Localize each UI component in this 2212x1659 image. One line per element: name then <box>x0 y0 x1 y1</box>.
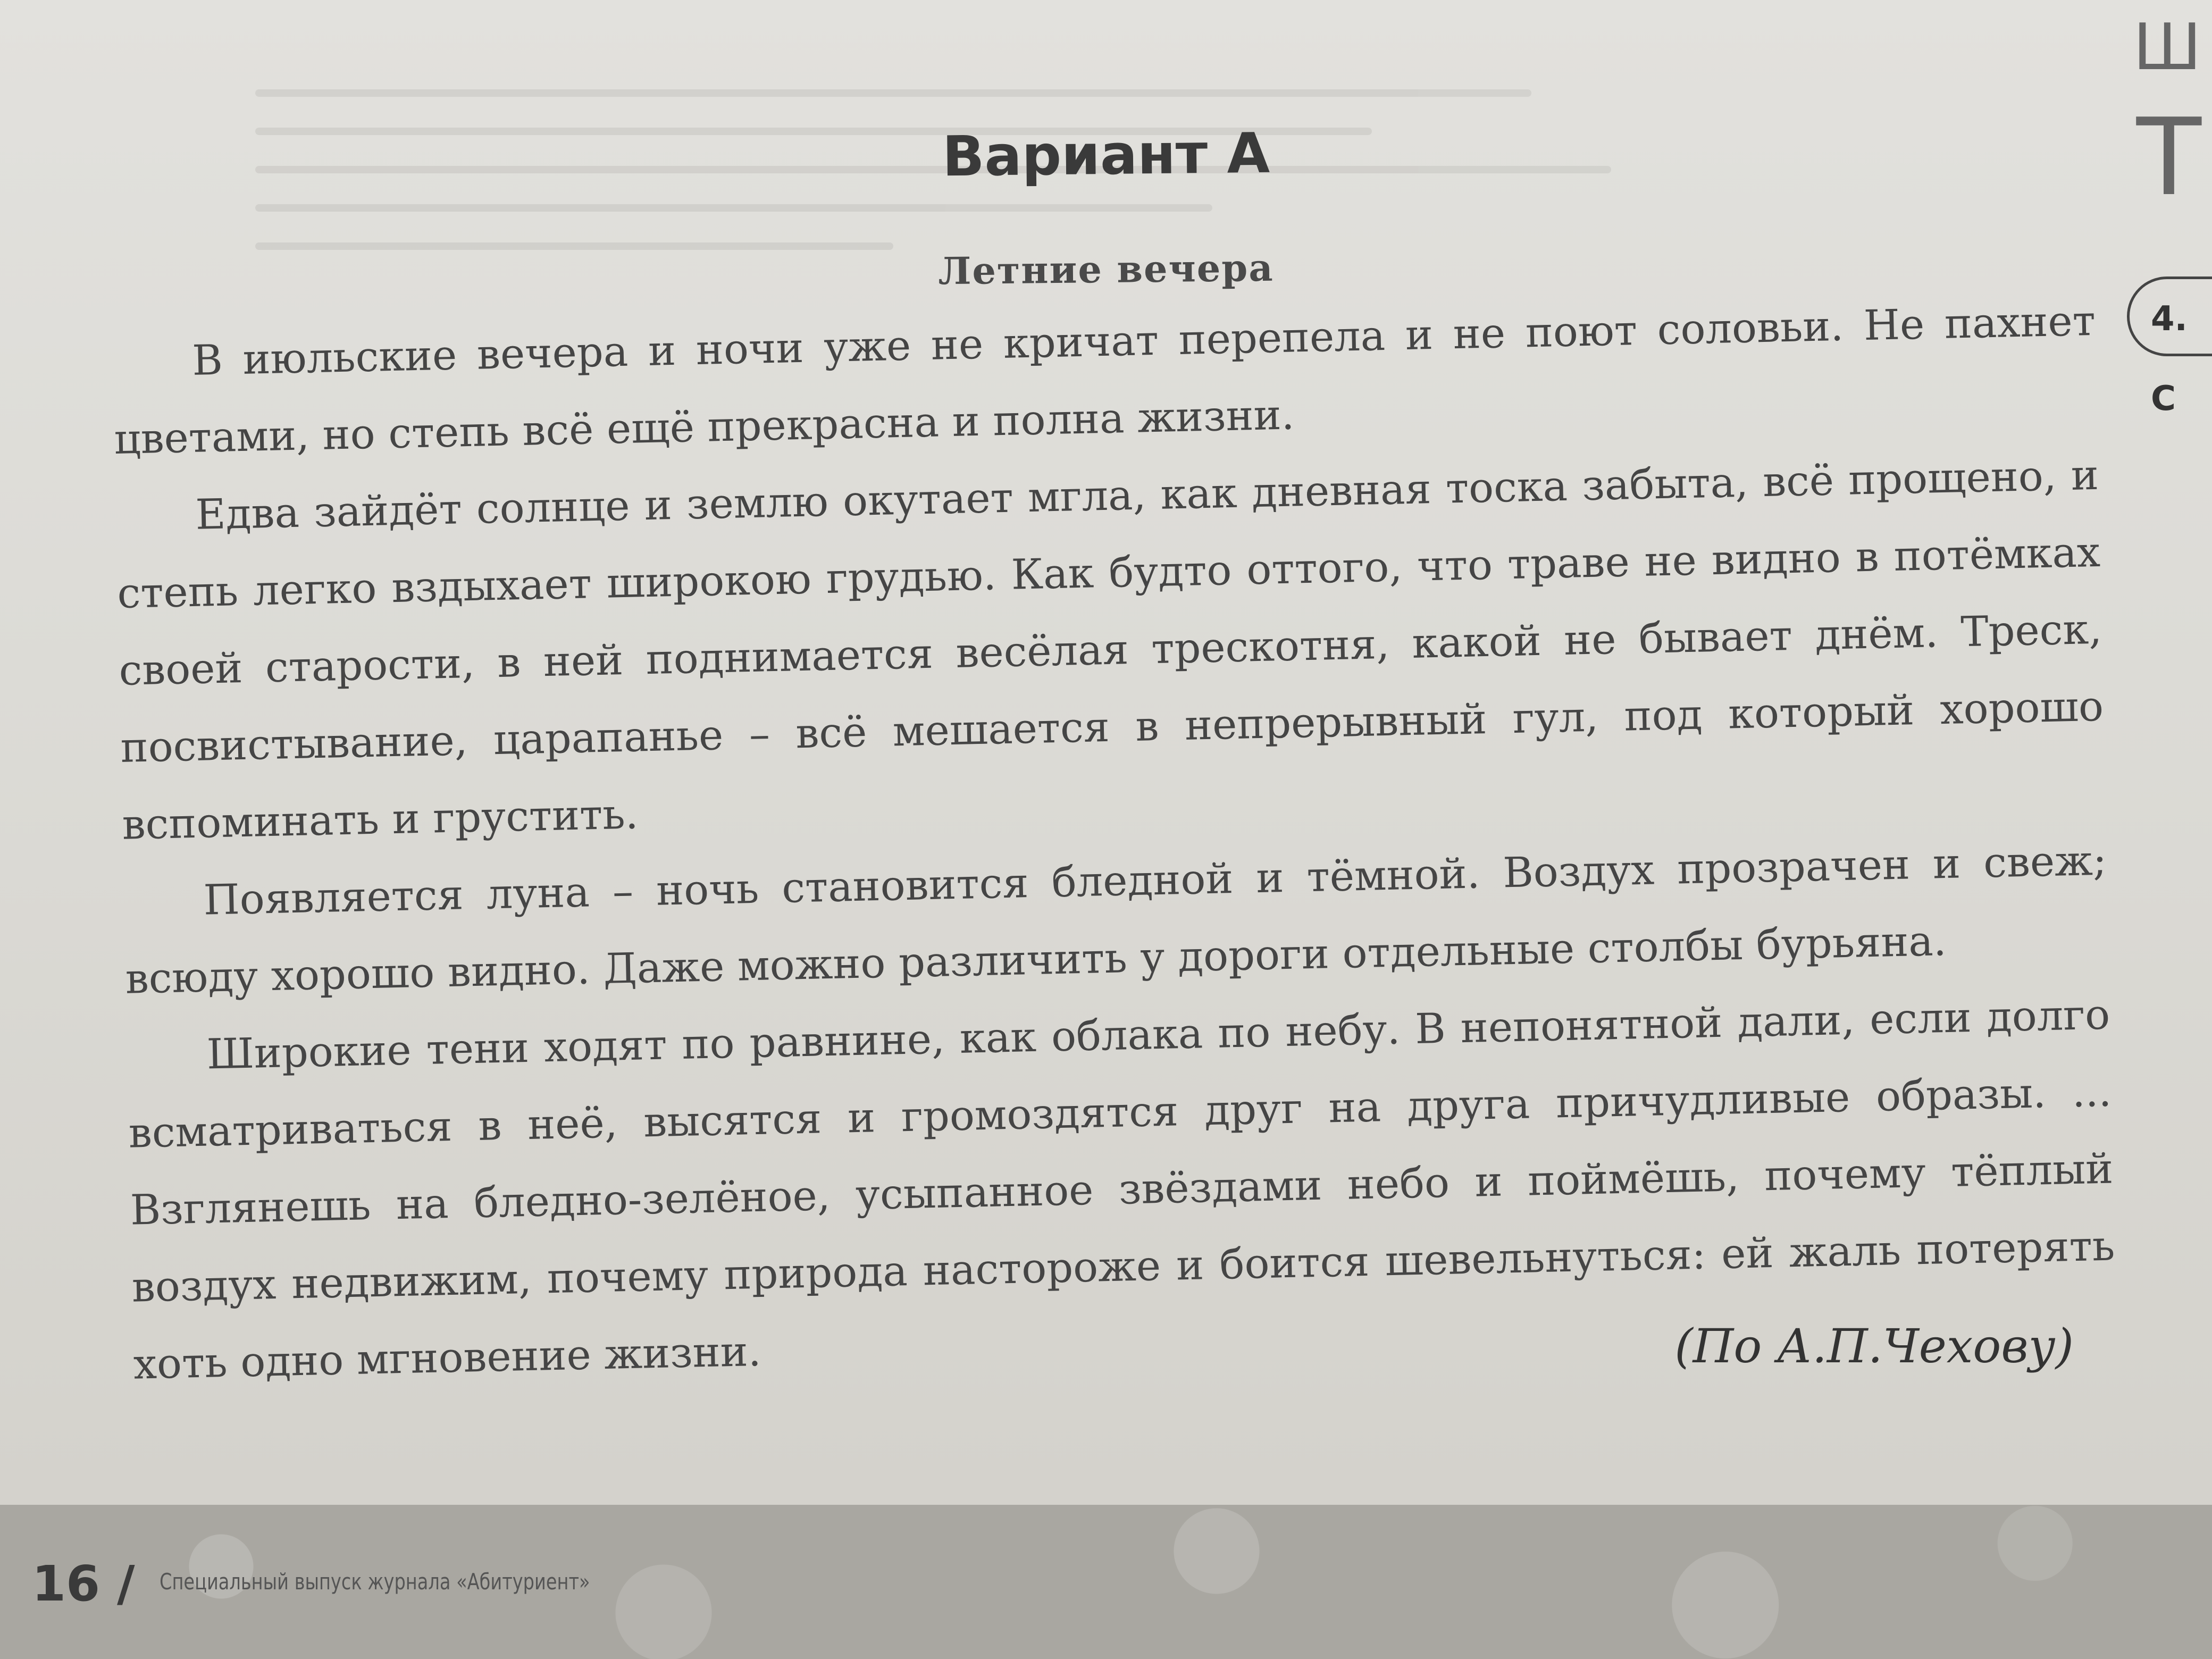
magazine-name: Специальный выпуск журнала «Абитуриент» <box>160 1569 590 1595</box>
page-title: Вариант А <box>942 120 1270 189</box>
paragraph: В июльские вечера и ночи уже не кричат перепела и не поют соловьи. Не пахнет цветами, но степь всё ещё прекрасна и полна жизни. <box>113 297 2096 464</box>
margin-mark: Ш <box>2133 11 2201 85</box>
page-number: 16 / <box>32 1555 135 1612</box>
margin-mark: Т <box>2136 96 2201 220</box>
paragraph: Широкие тени ходят по равнине, как облака по небу. В непонятной дали, если долго всматриваться в неё, высятся и громоздятся друг на друга причудливые образы. ... Взглянешь на бледно-зелёное, усыпанное звёздами небо и поймёшь, почему тёплый воздух недвижим, почему природа настороже и боится шевельнуться: ей жаль потерять хоть одно мгновение жизни. <box>128 991 2116 1389</box>
question-marker: 4. С <box>2127 276 2212 356</box>
paragraph: Появляется луна – ночь становится бледной и тёмной. Воздух прозрачен и свеж; всюду хорошо видно. Даже можно различить у дороги отдельные столбы бурьяна. <box>124 836 2107 1003</box>
paragraph: Едва зайдёт солнце и землю окутает мгла, как дневная тоска забыта, всё прощено, и степь легко вздыхает широкою грудью. Как будто оттого, что траве не видно в потёмках своей старости, в ней поднимается весёлая трескотня, какой не бывает днём. Треск, посвистывание, царапанье – всё мешается в непрерывный гул, под который хорошо вспоминать и грустить. <box>116 451 2104 849</box>
text-title: Летние вечера <box>938 245 1274 294</box>
author-attribution: (По А.П.Чехову) <box>1674 1319 2074 1373</box>
body-text <box>112 283 2117 1404</box>
